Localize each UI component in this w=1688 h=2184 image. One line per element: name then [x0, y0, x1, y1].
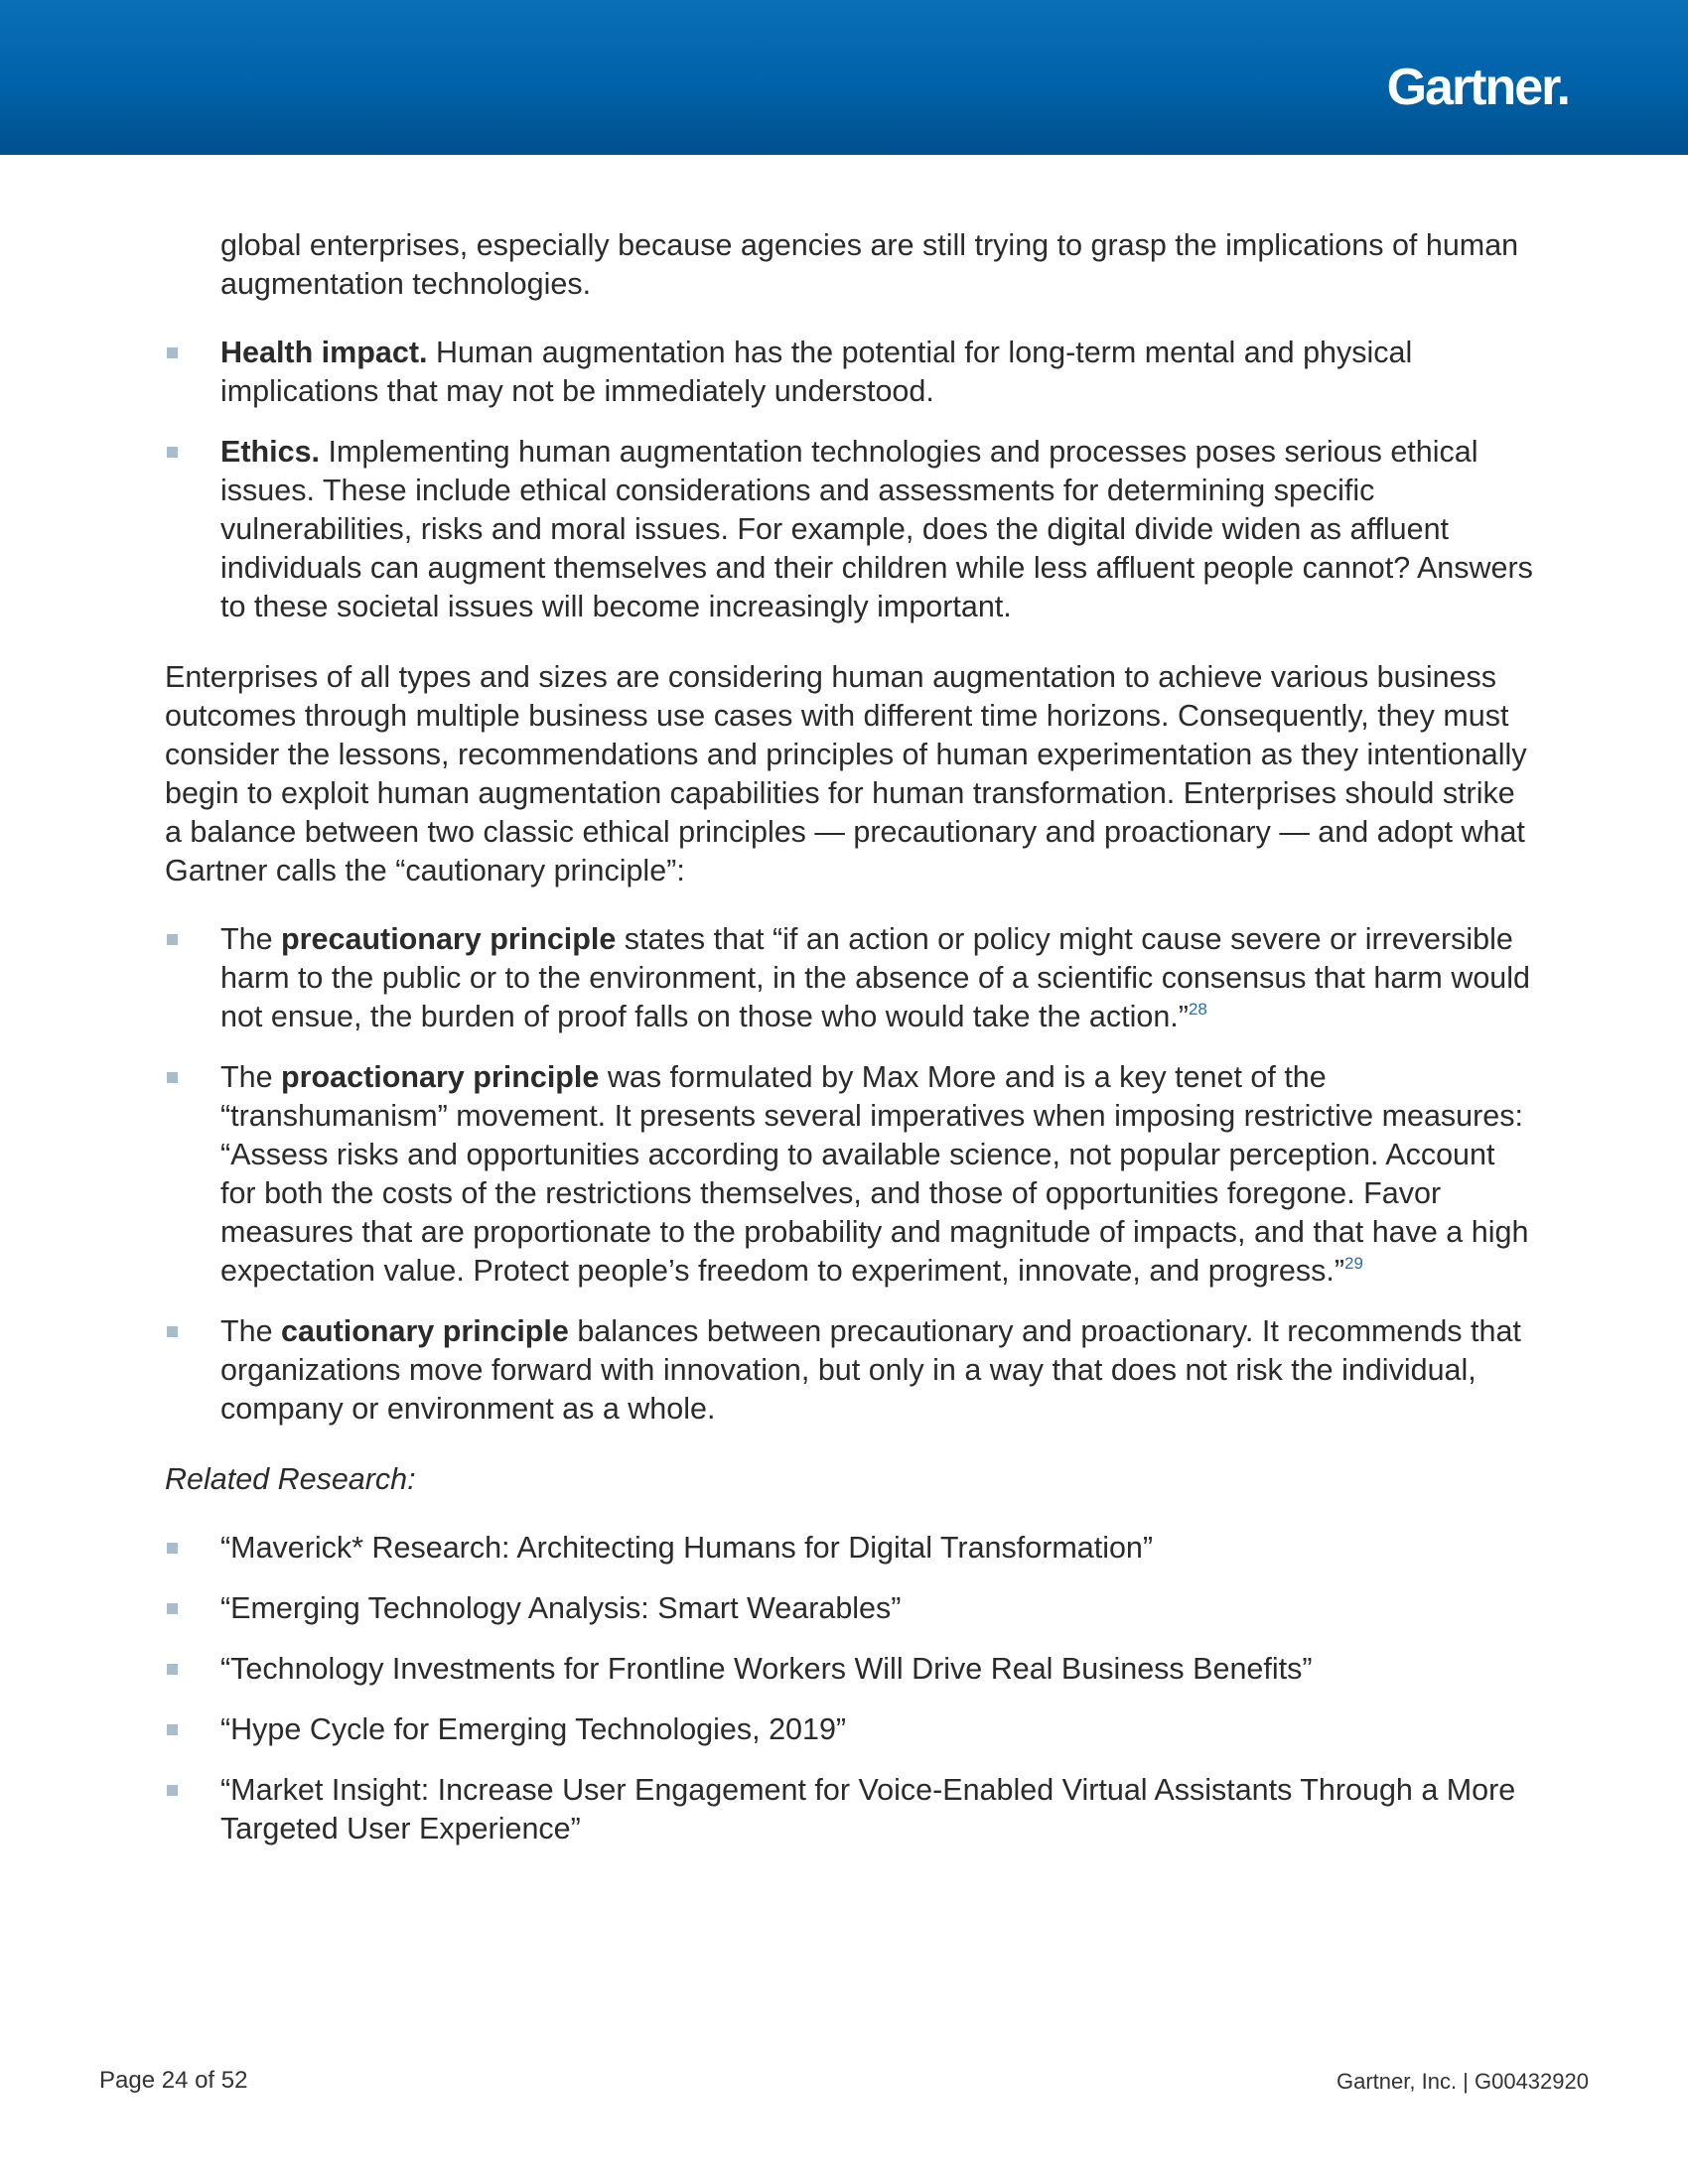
- bullet-square-icon: [167, 1326, 178, 1337]
- principle-term: cautionary principle: [281, 1314, 569, 1348]
- risk-text: Implementing human augmentation technologies and processes poses serious ethical issues. These include ethical considerations and assessments for determining specific vulnerabilities, risks and moral issues. For example, does the digital divide widen as affluent individuals can augment themselves and their children while less affluent people cannot? Answers to these societal issues will become increasingly important.: [220, 435, 1533, 623]
- bullet-square-icon: [167, 347, 178, 358]
- document-id: Gartner, Inc. | G00432920: [1336, 2069, 1589, 2094]
- principle-term: precautionary principle: [281, 922, 617, 956]
- related-research-link[interactable]: “Hype Cycle for Emerging Technologies, 2019”: [220, 1712, 847, 1746]
- principle-lead: The: [220, 922, 282, 956]
- risk-text: Human augmentation has the potential for long-term mental and physical implications that may not be immediately understood.: [220, 336, 1413, 408]
- list-item[interactable]: [165, 1589, 1535, 1628]
- intro-continuation: global enterprises, especially because agencies are still trying to grasp the implications of human augmentation technologies.: [220, 228, 1519, 301]
- page-number: Page 24 of 52: [99, 2067, 248, 2094]
- document-body: [165, 226, 1535, 1880]
- risk-title: Ethics.: [220, 435, 321, 469]
- gartner-logo: Gartner.: [1386, 59, 1569, 116]
- related-research-link[interactable]: “Market Insight: Increase User Engagement for Voice-Enabled Virtual Assistants Through a More Targeted User Experience”: [220, 1773, 1516, 1845]
- principle-list: [165, 920, 1535, 1429]
- bullet-square-icon: [167, 1072, 178, 1083]
- list-item[interactable]: [165, 1710, 1535, 1749]
- list-item[interactable]: [165, 1771, 1535, 1848]
- bullet-square-icon: [167, 1603, 178, 1614]
- list-item: [165, 920, 1535, 1036]
- bullet-square-icon: [167, 1543, 178, 1554]
- related-research-link[interactable]: “Emerging Technology Analysis: Smart Wearables”: [220, 1591, 902, 1625]
- principle-text: states that “if an action or policy might cause severe or irreversible harm to the public or to the environment, in the absence of a scientific consensus that harm would not ensue, the burden of proof falls on those who would take the action.”: [220, 922, 1531, 1033]
- principle-lead: The: [220, 1060, 282, 1094]
- page-header: [0, 0, 1688, 155]
- related-research-list: [165, 1529, 1535, 1848]
- principle-lead: The: [220, 1314, 282, 1348]
- related-research-link[interactable]: “Maverick* Research: Architecting Humans for Digital Transformation”: [220, 1531, 1154, 1565]
- list-item: [165, 1312, 1535, 1429]
- bullet-square-icon: [167, 1724, 178, 1735]
- principle-text: was formulated by Max More and is a key tenet of the “transhumanism” movement. It presents several imperatives when imposing restrictive measures: “Assess risks and opportunities according to available science, not popular perception. Account for both the costs of the restrictions themselves, and those of opportunities foregone. Favor measures that are proportionate to the probability and magnitude of impacts, and that have a high expectation value. Protect people’s freedom to experiment, innovate, and progress.”: [220, 1060, 1529, 1288]
- footnote-link[interactable]: 28: [1188, 1000, 1207, 1019]
- bullet-square-icon: [167, 934, 178, 945]
- list-item[interactable]: [165, 1650, 1535, 1689]
- list-item: [165, 433, 1535, 626]
- footnote-link[interactable]: 29: [1344, 1254, 1363, 1273]
- list-item: [165, 1058, 1535, 1291]
- bullet-square-icon: [167, 1785, 178, 1796]
- principle-term: proactionary principle: [281, 1060, 600, 1094]
- bullet-square-icon: [167, 447, 178, 458]
- related-research-heading: Related Research:: [165, 1462, 416, 1496]
- risk-list: [165, 334, 1535, 626]
- body-paragraph: Enterprises of all types and sizes are considering human augmentation to achieve various business outcomes through multiple business use cases with different time horizons. Consequently, they must consider the lessons, recommendations and principles of human experimentation as they intentionally begin to exploit human augmentation capabilities for human transformation. Enterprises should strike a balance between two classic ethical principles — precautionary and proactionary — and adopt what Gartner calls the “cautionary principle”:: [165, 660, 1527, 887]
- related-research-link[interactable]: “Technology Investments for Frontline Workers Will Drive Real Business Benefits”: [220, 1652, 1313, 1686]
- risk-title: Health impact.: [220, 336, 428, 369]
- list-item: [165, 334, 1535, 411]
- principle-text: balances between precautionary and proactionary. It recommends that organizations move forward with innovation, but only in a way that does not risk the individual, company or environment as a whole.: [220, 1314, 1521, 1426]
- list-item[interactable]: [165, 1529, 1535, 1568]
- bullet-square-icon: [167, 1664, 178, 1675]
